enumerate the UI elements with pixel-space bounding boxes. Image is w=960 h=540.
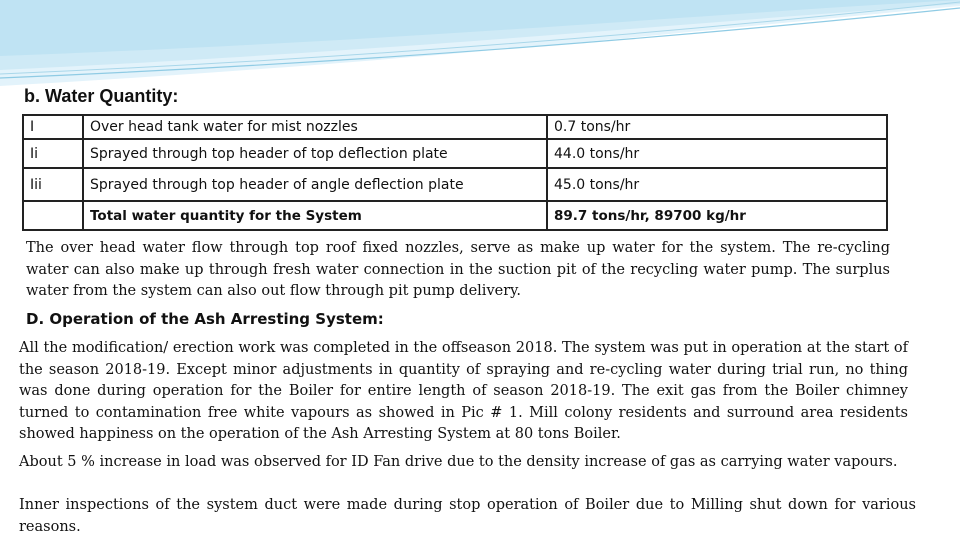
paragraph-makeup-water: The over head water flow through top roof fixed nozzles, serve as make up water for the system. The re-cycling water can also make up through fresh water connection in the suction pit of the recycling water pump. The surplus water from the system can also out flow through pit pump delivery. — [26, 240, 890, 299]
row-index-empty — [23, 201, 83, 230]
row-description: Over head tank water for mist nozzles — [83, 115, 547, 139]
row-index: I — [23, 115, 83, 139]
table-total-row — [23, 201, 887, 230]
subheading-operation: D. Operation of the Ash Arresting System: — [26, 310, 384, 328]
table-row — [23, 168, 887, 201]
table-row — [23, 115, 887, 139]
row-index: Iii — [23, 168, 83, 201]
paragraph-id-fan-load: About 5 % increase in load was observed for ID Fan drive due to the density increase of gas as carrying water vapours. — [19, 454, 898, 470]
header-wave-decoration — [0, 0, 960, 90]
section-title: b. Water Quantity: — [24, 86, 179, 106]
water-quantity-table — [22, 114, 888, 231]
row-value: 45.0 tons/hr — [547, 168, 887, 201]
paragraph-inspections: Inner inspections of the system duct were made during stop operation of Boiler due to Milling shut down for various reasons. — [19, 497, 916, 535]
paragraph-operation: All the modification/ erection work was completed in the offseason 2018. The system was put in operation at the start of the season 2018-19. Except minor adjustments in quantity of spraying and re-cycling water during trial run, no thing was done during operation for the Boiler for entire length of season 2018-19. The exit gas from the Boiler chimney turned to contamination free white vapours as showed in Pic # 1. Mill colony residents and surround area residents showed happiness on the operation of the Ash Arresting System at 80 tons Boiler. — [19, 340, 908, 442]
row-description: Sprayed through top header of top deflection plate — [83, 139, 547, 168]
row-value: 0.7 tons/hr — [547, 115, 887, 139]
row-description: Sprayed through top header of angle deflection plate — [83, 168, 547, 201]
row-index: Ii — [23, 139, 83, 168]
total-description: Total water quantity for the System — [83, 201, 547, 230]
row-value: 44.0 tons/hr — [547, 139, 887, 168]
total-value: 89.7 tons/hr, 89700 kg/hr — [547, 201, 887, 230]
table-row — [23, 139, 887, 168]
